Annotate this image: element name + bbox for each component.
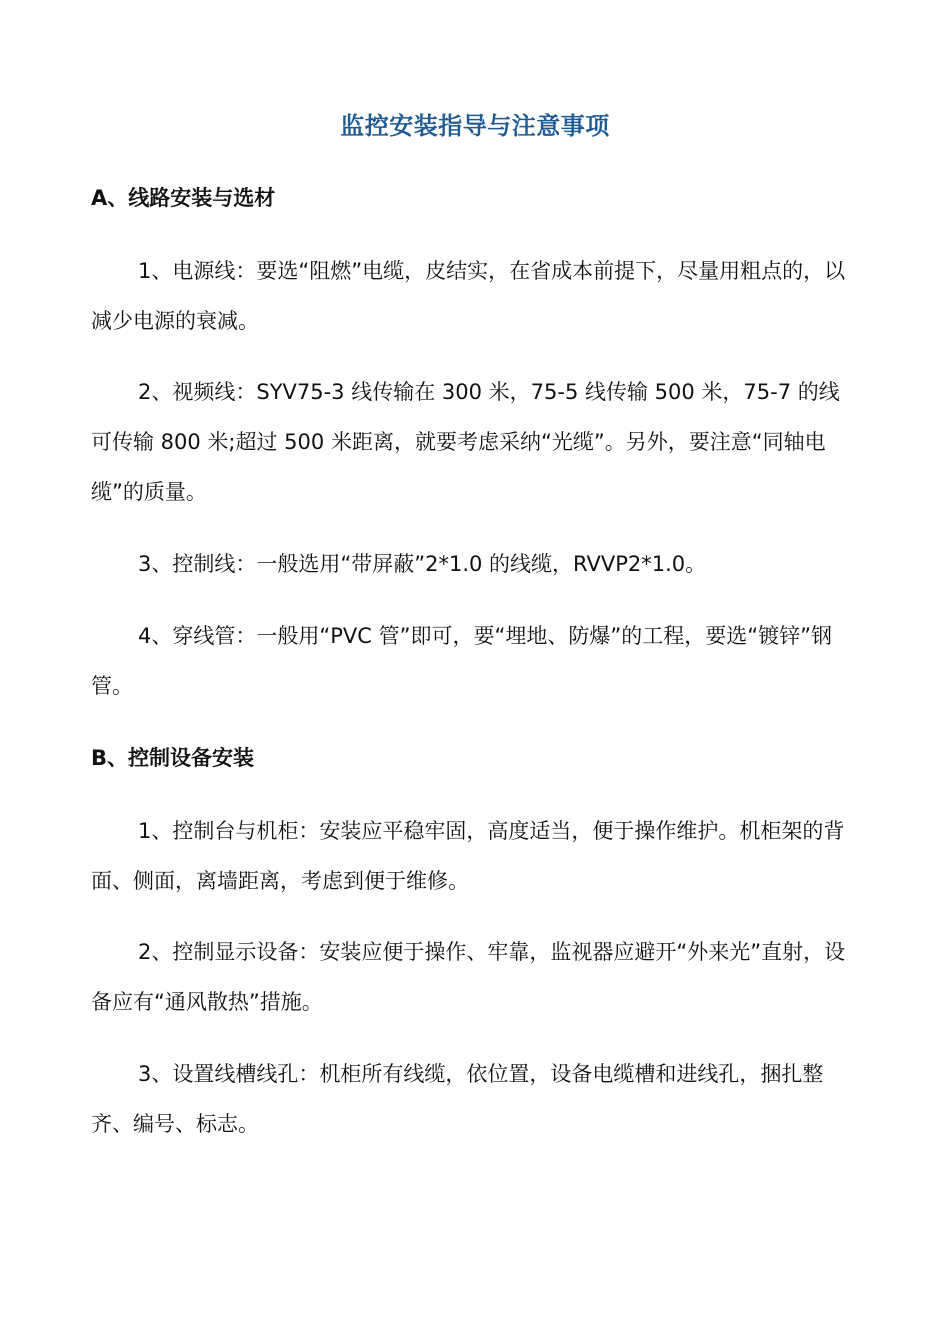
paragraph-conduit: 4、穿线管：一般用“PVC 管”即可，要“埋地、防爆”的工程，要选“镀锌”钢管。 — [91, 624, 833, 698]
section-heading-b: B、控制设备安装 — [91, 746, 255, 770]
paragraph-cable-trays: 3、设置线槽线孔：机柜所有线缆，依位置，设备电缆槽和进线孔，捆扎整齐、编号、标志。 — [91, 1062, 824, 1136]
paragraph-power-cable: 1、电源线：要选“阻燃”电缆，皮结实，在省成本前提下，尽量用粗点的，以减少电源的衰减。 — [91, 259, 846, 333]
paragraph-display-equipment: 2、控制显示设备：安装应便于操作、牢靠，监视器应避开“外来光”直射，设备应有“通风散热”措施。 — [91, 940, 846, 1014]
paragraph-video-cable: 2、视频线：SYV75-3 线传输在 300 米，75-5 线传输 500 米，75-7 的线可传输 800 米;超过 500 米距离，就要考虑采纳“光缆”。另外，要注意“同轴电缆”的质量。 — [91, 380, 840, 504]
document-title: 监控安装指导与注意事项 — [340, 112, 610, 140]
section-heading-a: A、线路安装与选材 — [91, 186, 276, 210]
paragraph-console-cabinet: 1、控制台与机柜：安装应平稳牢固，高度适当，便于操作维护。机柜架的背面、侧面，离墙距离，考虑到便于维修。 — [91, 819, 845, 893]
paragraph-control-cable: 3、控制线：一般选用“带屏蔽”2*1.0 的线缆，RVVP2*1.0。 — [138, 552, 707, 576]
